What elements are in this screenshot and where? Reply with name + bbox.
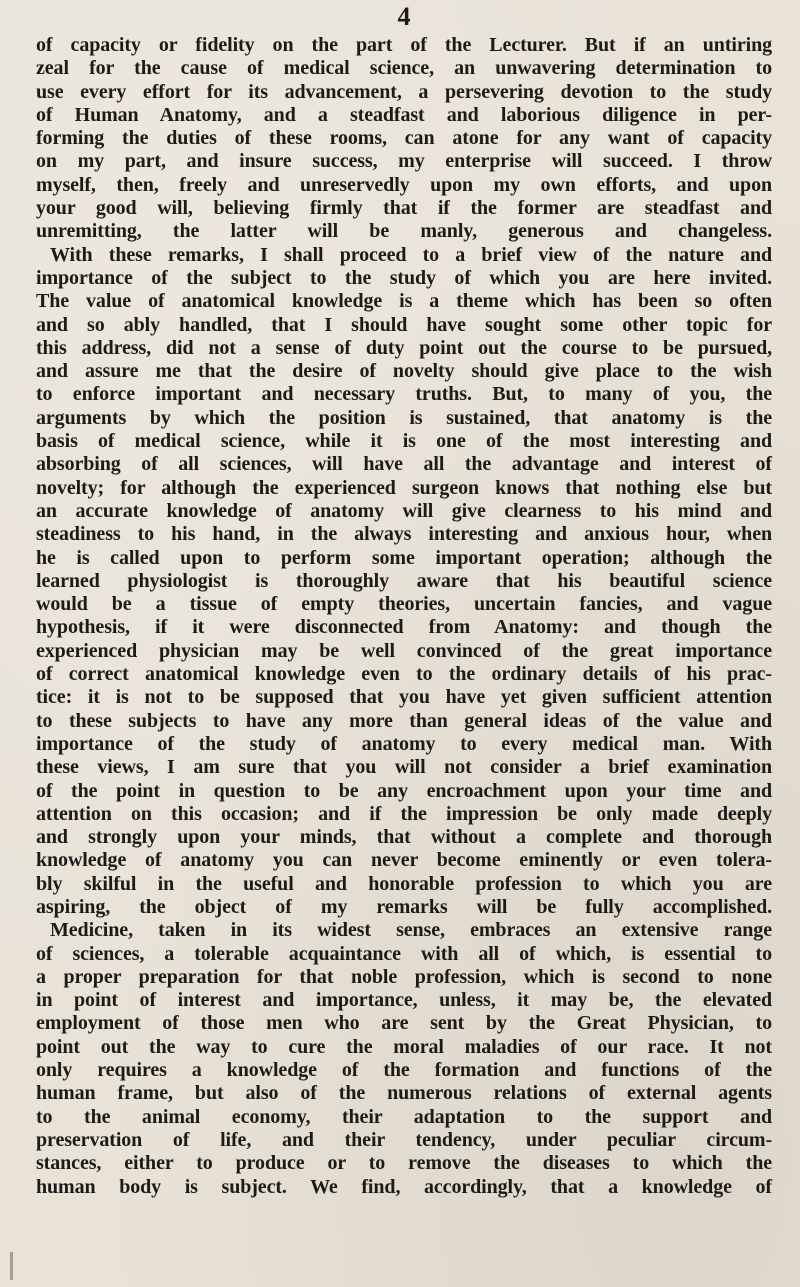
- text-line: of correct anatomical knowledge even to the ordinary details of his prac-: [36, 663, 772, 686]
- text-line: steadiness to his hand, in the always interesting and anxious hour, when: [36, 523, 772, 546]
- text-line: novelty; for although the experienced surgeon knows that nothing else but: [36, 476, 772, 499]
- text-line: Medicine, taken in its widest sense, embraces an extensive range: [50, 919, 772, 942]
- text-line: an accurate knowledge of anatomy will give clearness to his mind and: [36, 499, 772, 522]
- text-line: human frame, but also of the numerous relations of external agents: [36, 1082, 772, 1105]
- text-line: on my part, and insure success, my enterprise will succeed. I throw: [36, 150, 772, 173]
- text-line: he is called upon to perform some important operation; although the: [36, 546, 772, 569]
- text-line: stances, either to produce or to remove the diseases to which the: [36, 1152, 772, 1175]
- text-line: to enforce important and necessary truths. But, to many of you, the: [36, 383, 772, 406]
- text-line: employment of those men who are sent by the Great Physician, to: [36, 1012, 772, 1035]
- text-line: absorbing of all sciences, will have all the advantage and interest of: [36, 453, 772, 476]
- text-line: use every effort for its advancement, a persevering devotion to the study: [36, 80, 772, 103]
- text-line: this address, did not a sense of duty point out the course to be pursued,: [36, 336, 772, 359]
- text-line: aspiring, the object of my remarks will be fully accomplished.: [36, 895, 772, 918]
- text-line: arguments by which the position is sustained, that anatomy is the: [36, 406, 772, 429]
- text-line: a proper preparation for that noble profession, which is second to none: [36, 965, 772, 988]
- text-line: and assure me that the desire of novelty should give place to the wish: [36, 360, 772, 383]
- text-line: experienced physician may be well convinced of the great importance: [36, 639, 772, 662]
- text-line: attention on this occasion; and if the impression be only made deeply: [36, 802, 772, 825]
- text-line: hypothesis, if it were disconnected from Anatomy: and though the: [36, 616, 772, 639]
- text-line: myself, then, freely and unreservedly upon my own efforts, and upon: [36, 173, 772, 196]
- text-line: these views, I am sure that you will not consider a brief examination: [36, 756, 772, 779]
- text-line: in point of interest and importance, unless, it may be, the elevated: [36, 989, 772, 1012]
- text-line: human body is subject. We find, accordingly, that a knowledge of: [36, 1175, 772, 1198]
- text-line: zeal for the cause of medical science, an unwavering determination to: [36, 57, 772, 80]
- text-line: knowledge of anatomy you can never become eminently or even tolera-: [36, 849, 772, 872]
- text-line: to these subjects to have any more than general ideas of the value and: [36, 709, 772, 732]
- page-number: 4: [397, 2, 411, 31]
- text-line: With these remarks, I shall proceed to a brief view of the nature and: [50, 243, 772, 266]
- text-line: to the animal economy, their adaptation to the support and: [36, 1105, 772, 1128]
- text-line: forming the duties of these rooms, can atone for any want of capacity: [36, 127, 772, 150]
- text-line: of sciences, a tolerable acquaintance with all of which, is essential to: [36, 942, 772, 965]
- text-line: only requires a knowledge of the formation and functions of the: [36, 1059, 772, 1082]
- text-line: importance of the study of anatomy to every medical man. With: [36, 732, 772, 755]
- text-line: preservation of life, and their tendency, under peculiar circum-: [36, 1128, 772, 1151]
- text-line: point out the way to cure the moral maladies of our race. It not: [36, 1035, 772, 1058]
- text-line: would be a tissue of empty theories, uncertain fancies, and vague: [36, 593, 772, 616]
- text-line: of capacity or fidelity on the part of the Lecturer. But if an untiring: [36, 34, 772, 56]
- text-line: basis of medical science, while it is one of the most interesting and: [36, 430, 772, 453]
- text-line: of Human Anatomy, and a steadfast and laborious diligence in per-: [36, 103, 772, 126]
- text-line: and strongly upon your minds, that without a complete and thorough: [36, 826, 772, 849]
- text-line: tice: it is not to be supposed that you have yet given sufficient attention: [36, 686, 772, 709]
- text-line: The value of anatomical knowledge is a theme which has been so often: [36, 290, 772, 313]
- text-line: your good will, believing firmly that if the former are steadfast and: [36, 197, 772, 220]
- text-line: learned physiologist is thoroughly aware that his beautiful science: [36, 569, 772, 592]
- text-line: and so ably handled, that I should have sought some other topic for: [36, 313, 772, 336]
- page-edge-mark: [10, 1252, 13, 1280]
- text-line: unremitting, the latter will be manly, generous and changeless.: [36, 220, 772, 243]
- text-line: of the point in question to be any encroachment upon your time and: [36, 779, 772, 802]
- body-text: [36, 34, 772, 1199]
- text-line: importance of the subject to the study of which you are here invited.: [36, 266, 772, 289]
- text-line: bly skilful in the useful and honorable profession to which you are: [36, 872, 772, 895]
